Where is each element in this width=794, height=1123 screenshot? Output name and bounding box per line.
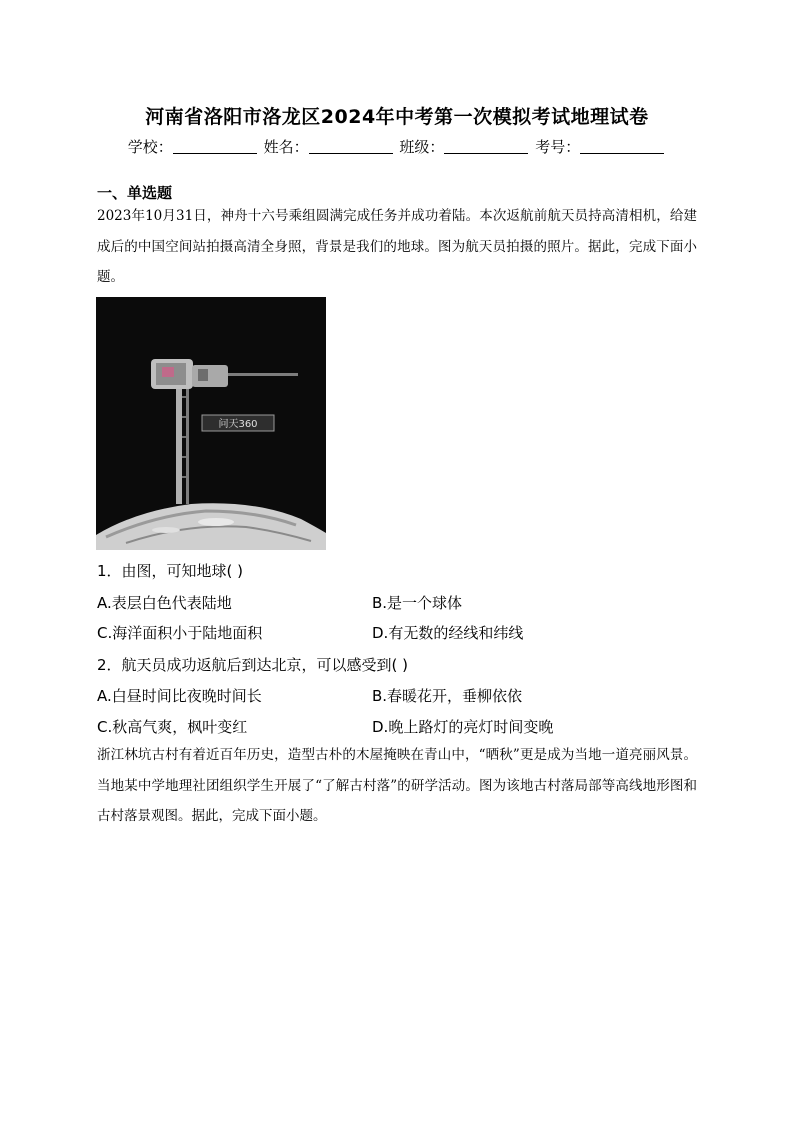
q2-option-b[interactable]: B.春暖花开，垂柳依依 xyxy=(372,687,523,705)
q2-option-a[interactable]: A.白昼时间比夜晚时间长 xyxy=(97,687,262,705)
q1-option-c[interactable]: C.海洋面积小于陆地面积 xyxy=(97,624,263,642)
school-label: 学校： xyxy=(127,138,173,156)
page-title: 河南省洛阳市洛龙区2024年中考第一次模拟考试地理试卷 xyxy=(145,106,649,128)
q2-option-c[interactable]: C.秋高气爽，枫叶变红 xyxy=(97,718,248,736)
class-label: 班级： xyxy=(399,138,445,156)
student-info-line xyxy=(0,136,794,157)
intro-paragraph-2: 浙江林坑古村有着近百年历史，造型古朴的木屋掩映在青山中，“晒秋”更是成为当地一道亮丽风景。当地某中学地理社团组织学生开展了“了解古村落”的研学活动。图为该地古村落局部等高线地形图和古村落景观图。据此，完成下面小题。 xyxy=(97,747,697,824)
class-blank[interactable] xyxy=(444,139,528,154)
question-1-stem: 1．由图，可知地球( ) xyxy=(97,562,244,580)
number-label: 考号： xyxy=(535,138,581,156)
section-heading: 一、单选题 xyxy=(97,184,173,202)
intro-paragraph-1: 2023年10月31日，神舟十六号乘组圆满完成任务并成功着陆。本次返航前航天员持高清相机，给建成后的中国空间站拍摄高清全身照，背景是我们的地球。图为航天员拍摄的照片。据此，完成下面小题。 xyxy=(97,208,697,285)
name-label: 姓名： xyxy=(263,138,309,156)
school-blank[interactable] xyxy=(173,139,257,154)
number-blank[interactable] xyxy=(580,139,664,154)
q1-option-d[interactable]: D.有无数的经线和纬线 xyxy=(372,624,524,642)
name-blank[interactable] xyxy=(309,139,393,154)
q1-option-a[interactable]: A.表层白色代表陆地 xyxy=(97,594,232,612)
space-station-illustration xyxy=(96,297,326,550)
question-2-stem: 2．航天员成功返航后到达北京，可以感受到( ) xyxy=(97,656,409,674)
q2-option-d[interactable]: D.晚上路灯的亮灯时间变晚 xyxy=(372,718,554,736)
q1-option-b[interactable]: B.是一个球体 xyxy=(372,594,463,612)
space-station-photo xyxy=(96,297,326,550)
photo-label: 问天360 xyxy=(218,419,258,430)
